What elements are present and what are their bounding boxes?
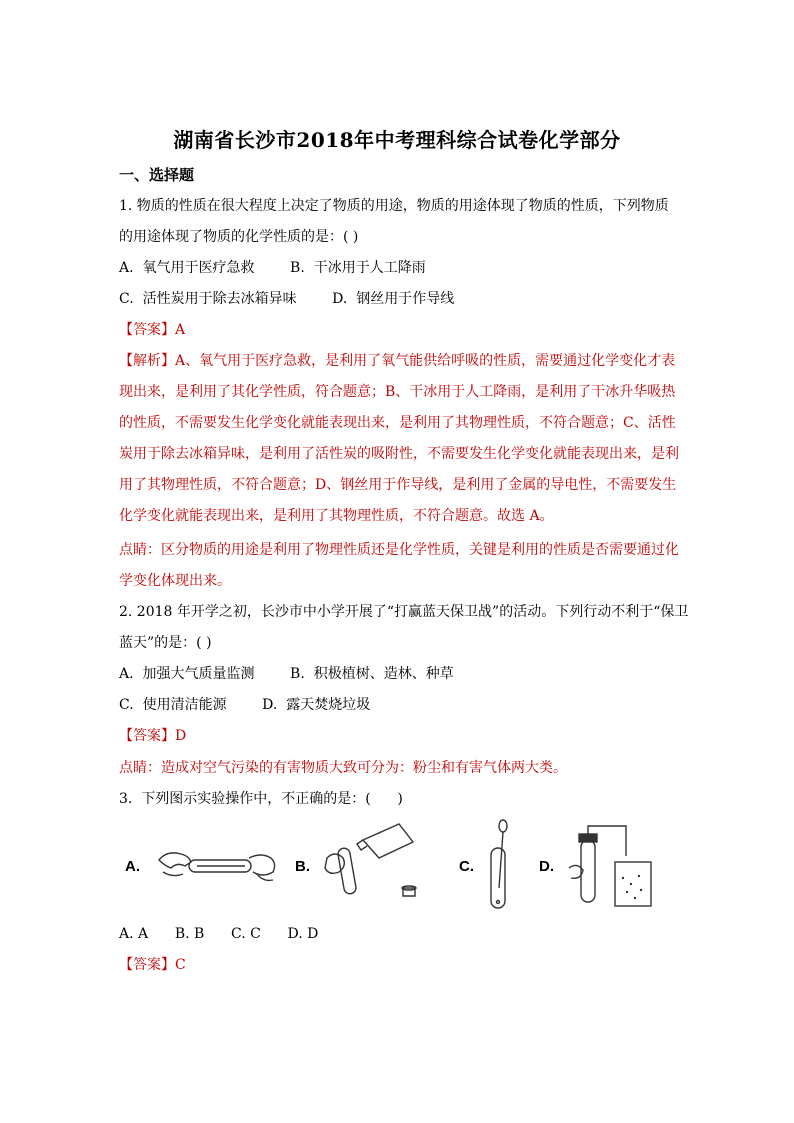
pouring-liquid-illustration <box>319 818 429 916</box>
q1-stem-line1: 1. 物质的性质在很大程度上决定了物质的用途，物质的用途体现了物质的性质，下列物质 <box>119 198 669 214</box>
q1-analysis-line5: 用了其物理性质，不符合题意；D、钢丝用于作导线，是利用了金属的导电性，不需要发生 <box>119 477 677 493</box>
q1-tip-line2: 学变化体现出来。 <box>119 573 231 589</box>
q2-answer <box>119 726 186 746</box>
q3-stem: 3. 下列图示实验操作中，不正确的是：( ) <box>119 791 403 807</box>
analysis-tag: 【解析】 <box>119 353 175 369</box>
fig-label-c: C. <box>459 858 474 875</box>
q1-answer <box>119 320 185 340</box>
page-title: 湖南省长沙市2018年中考理科综合试卷化学部分 <box>173 128 621 152</box>
answer-tag: 【答案】 <box>119 957 175 973</box>
answer-tag: 【答案】 <box>119 322 175 338</box>
q1-analysis-line6: 化学变化就能表现出来，是利用了其物理性质，不符合题意。故选 A。 <box>119 508 554 524</box>
q1-analysis-line3: 的性质，不需要发生化学变化就能表现出来，是利用了其物理性质，不符合题意；C、活性 <box>119 415 676 431</box>
q3-options: A. A B. B C. C D. D <box>119 926 319 942</box>
fig-label-b: B. <box>295 858 310 875</box>
answer-value: C <box>175 957 186 973</box>
q1-analysis-line1 <box>119 351 675 371</box>
q2-options-cd: C. 使用清洁能源 D. 露天焚烧垃圾 <box>119 697 371 713</box>
fig-label-a: A. <box>125 858 140 875</box>
q1-options-cd: C. 活性炭用于除去冰箱异味 D. 钢丝用于作导线 <box>119 291 455 307</box>
q1-options-ab: A. 氧气用于医疗急救 B. 干冰用于人工降雨 <box>119 260 426 276</box>
airtightness-check-illustration <box>567 818 657 916</box>
q2-tip: 点睛：造成对空气污染的有害物质大致可分为：粉尘和有害气体两大类。 <box>119 760 567 776</box>
test-tube-horizontal-illustration <box>149 818 289 916</box>
q1-analysis-line2: 现出来，是利用了其化学性质，符合题意；B、干冰用于人工降雨，是利用了干冰升华吸热 <box>119 384 676 400</box>
q2-options-ab: A. 加强大气质量监测 B. 积极植树、造林、种草 <box>119 666 454 682</box>
experiment-figures <box>119 818 649 916</box>
fig-label-d: D. <box>539 858 554 875</box>
answer-value: A <box>175 322 186 338</box>
answer-tag: 【答案】 <box>119 728 175 744</box>
answer-value: D <box>175 728 187 744</box>
q1-stem-line2: 的用途体现了物质的化学性质的是：( ) <box>119 229 359 245</box>
q1-tip-line1: 点睛：区分物质的用途是利用了物理性质还是化学性质，关键是利用的性质是否需要通过化 <box>119 542 679 558</box>
q1-analysis-line4: 炭用于除去冰箱异味，是利用了活性炭的吸附性，不需要发生化学变化就能表现出来，是利 <box>119 446 679 462</box>
section-heading: 一、选择题 <box>119 166 195 184</box>
q2-stem-line1: 2. 2018 年开学之初，长沙市中小学开展了“打赢蓝天保卫战”的活动。下列行动不利于“保卫 <box>119 604 689 620</box>
q3-answer <box>119 955 186 975</box>
q2-stem-line2: 蓝天”的是：( ) <box>119 635 212 651</box>
analysis-text: A、氧气用于医疗急救，是利用了氧气能供给呼吸的性质，需要通过化学变化才表 <box>175 353 676 369</box>
dropper-illustration <box>481 818 521 916</box>
